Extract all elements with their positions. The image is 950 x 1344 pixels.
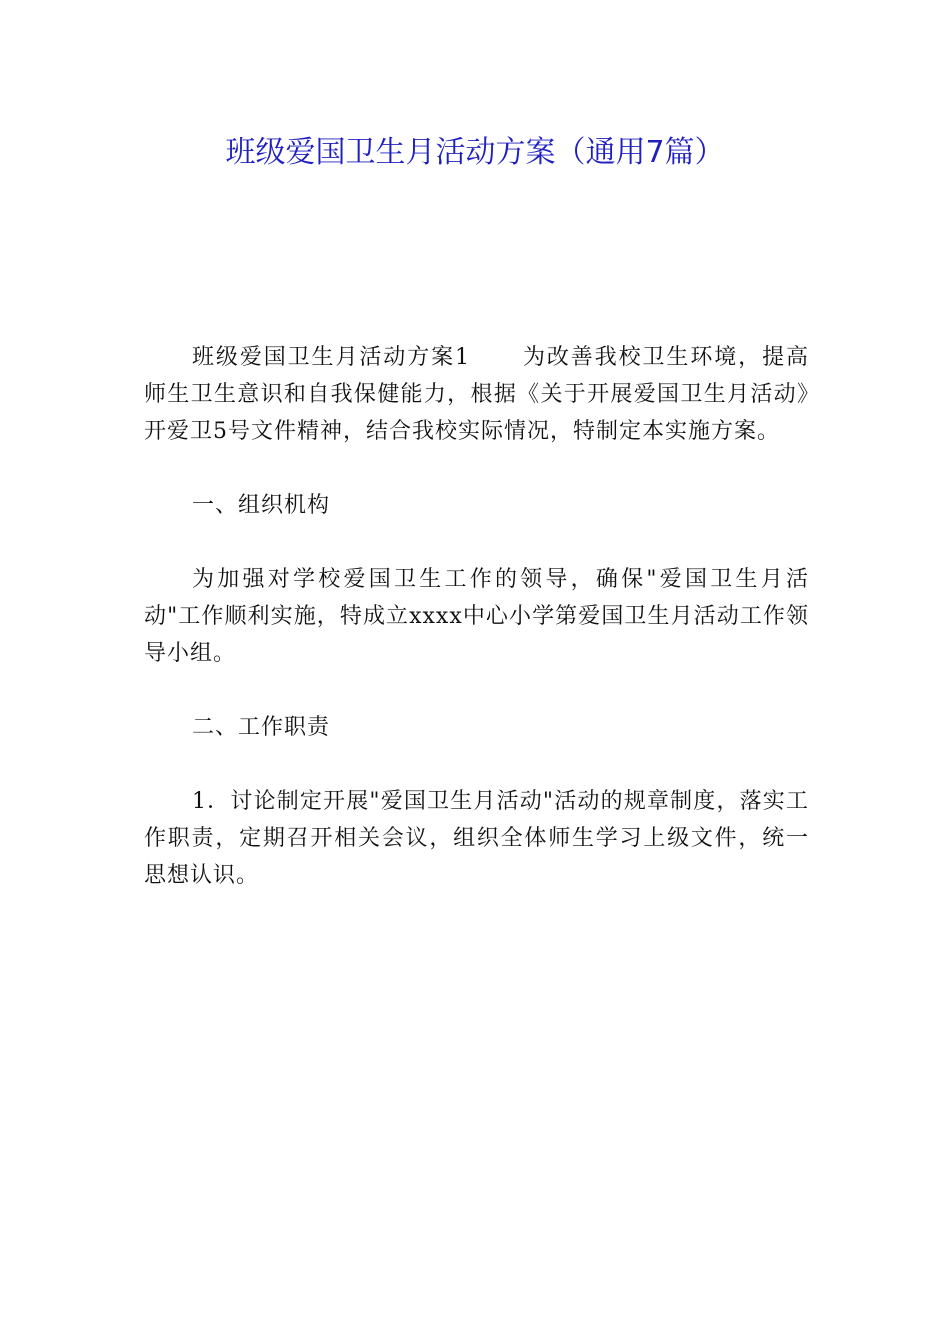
section-heading-duties: 二、工作职责	[192, 715, 331, 740]
paragraph-duty-1: 1．讨论制定开展"爱国卫生月活动"活动的规章制度，落实工作职责，定期召开相关会议，组织全体师生学习上级文件，统一思想认识。	[144, 789, 809, 888]
paragraph-intro	[144, 339, 809, 450]
document-body	[144, 339, 809, 931]
document-title: 班级爱国卫生月活动方案（通用7篇）	[225, 135, 725, 170]
section-heading-1: 班级爱国卫生月活动方案1	[192, 345, 471, 370]
paragraph-organization: 为加强对学校爱国卫生工作的领导，确保"爱国卫生月活动"工作顺利实施，特成立xxxx中心小学第爱国卫生月活动工作领导小组。	[144, 567, 809, 666]
section-heading-organization: 一、组织机构	[192, 493, 331, 518]
paragraph-text: 为改善我校卫生环境，提高师生卫生意识和自我保健能力，根据《关于开展爱国卫生月活动》开爱卫5号文件精神，结合我校实际情况，特制定本实施方案。	[144, 345, 809, 444]
